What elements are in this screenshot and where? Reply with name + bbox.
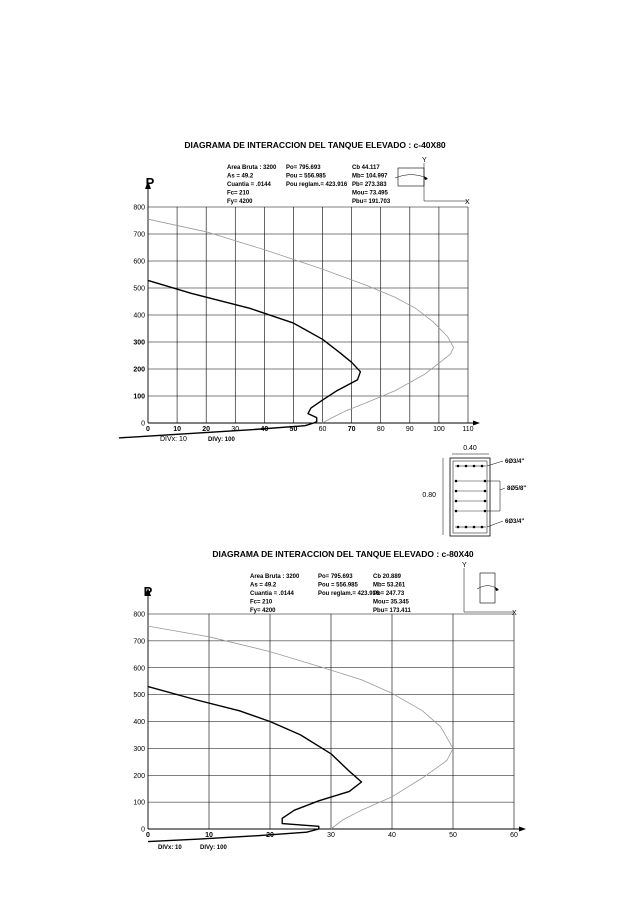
x-tick-label: 0 xyxy=(146,426,150,433)
y-tick-label: 100 xyxy=(133,799,145,807)
x-tick-label: 90 xyxy=(405,426,414,433)
x-tick-label: 110 xyxy=(462,426,474,433)
x-tick-label: 100 xyxy=(433,426,445,433)
interaction-chart-c40x80 xyxy=(119,140,480,443)
x-tick-label: 0 xyxy=(146,832,150,839)
y-tick-label: 800 xyxy=(133,611,145,619)
section-outline xyxy=(450,458,490,536)
property-value: Mb= 104.997 xyxy=(352,173,388,180)
property-value: Pou = 556.985 xyxy=(286,173,326,180)
side-bar-leader xyxy=(500,488,505,490)
property-value: Cuantia = .0144 xyxy=(227,182,271,188)
x-tick-label: 70 xyxy=(347,426,356,433)
top-bars-label: 6Ø3/4" xyxy=(505,459,525,465)
x-tick-label: 10 xyxy=(205,832,213,839)
design-interaction-curve xyxy=(119,280,361,438)
property-value: Pb= 273.383 xyxy=(352,182,387,188)
interaction-chart-c80x40 xyxy=(133,549,526,851)
x-tick-label: 10 xyxy=(173,426,181,433)
top-bar-leader xyxy=(487,461,503,466)
property-value: Pbu= 173.411 xyxy=(373,608,411,614)
icon-section-box xyxy=(480,573,495,603)
rebar-dot xyxy=(457,465,460,468)
column-cross-section xyxy=(422,445,526,536)
icon-x-label: X xyxy=(465,199,470,206)
y-tick-label: 0 xyxy=(141,420,145,428)
y-tick-label: 200 xyxy=(133,772,145,780)
y-axis-label: P xyxy=(143,584,153,599)
property-value: Area Bruta : 3200 xyxy=(250,574,300,580)
property-value: Cb 44.117 xyxy=(352,165,380,171)
y-tick-label: 300 xyxy=(133,339,145,347)
y-tick-label: 600 xyxy=(133,665,145,673)
y-tick-label: 200 xyxy=(133,366,145,374)
side-bars-label: 8Ø5/8" xyxy=(507,486,527,492)
rebars xyxy=(455,465,487,529)
icon-y-label: Y xyxy=(462,562,467,569)
chart-title: DIAGRAMA DE INTERACCION DEL TANQUE ELEVADO : c-80X40 xyxy=(212,549,474,559)
rebar-dot xyxy=(465,526,468,529)
property-value: Po= 795.693 xyxy=(286,165,321,171)
div-label: DIVy: 100 xyxy=(208,437,235,443)
y-tick-label: 700 xyxy=(133,638,145,646)
side-bar-bracket xyxy=(487,481,500,511)
div-label: DIVx: 10 xyxy=(158,845,182,851)
icon-y-label: Y xyxy=(422,157,427,164)
stirrup xyxy=(453,461,487,533)
property-value: Pou = 556.985 xyxy=(318,582,358,589)
rebar-dot xyxy=(473,465,476,468)
property-value: Area Bruta : 3200 xyxy=(227,165,277,171)
y-tick-label: 100 xyxy=(133,393,145,401)
y-tick-label: 700 xyxy=(133,231,145,239)
property-value: As = 49.2 xyxy=(250,582,277,589)
rebar-dot xyxy=(473,526,476,529)
x-tick-label: 30 xyxy=(231,426,240,433)
icon-moment-arrow xyxy=(395,175,427,179)
y-tick-label: 500 xyxy=(133,692,145,700)
property-value: Fc= 210 xyxy=(227,190,250,197)
rebar-dot xyxy=(484,480,487,483)
rebar-dot xyxy=(465,465,468,468)
div-label: DIVy: 100 xyxy=(200,845,227,851)
section-properties xyxy=(227,165,391,205)
rebar-dot xyxy=(484,500,487,503)
property-value: As = 49.2 xyxy=(227,173,254,180)
x-tick-label: 60 xyxy=(318,426,327,433)
x-tick-label: 80 xyxy=(376,426,385,433)
property-value: Mou= 73.495 xyxy=(352,190,388,197)
property-value: Pb= 247.73 xyxy=(373,591,405,597)
section-height-label: 0.80 xyxy=(422,492,436,499)
property-value: Cuantia = .0144 xyxy=(250,591,294,597)
rebar-dot xyxy=(481,465,484,468)
x-tick-label: 40 xyxy=(260,426,269,433)
plot-area xyxy=(119,175,480,443)
section-axis-icon xyxy=(462,562,517,617)
x-tick-label: 40 xyxy=(388,832,396,839)
design-interaction-curve xyxy=(148,687,362,842)
rebar-dot xyxy=(484,510,487,513)
property-value: Pou reglam.= 423.916 xyxy=(286,182,348,188)
property-value: Cb 20.889 xyxy=(373,574,402,580)
x-tick-label: 60 xyxy=(510,832,518,839)
x-tick-label: 30 xyxy=(327,832,335,839)
icon-moment-arrowhead xyxy=(424,176,428,180)
property-value: Mou= 35.345 xyxy=(373,599,409,606)
x-tick-label: 20 xyxy=(266,832,274,839)
bottom-bars-label: 6Ø3/4" xyxy=(505,519,525,525)
y-tick-label: 0 xyxy=(141,826,145,834)
chart-title: DIAGRAMA DE INTERACCION DEL TANQUE ELEVADO : c-40X80 xyxy=(184,140,446,150)
y-tick-label: 500 xyxy=(133,285,145,293)
property-value: Mb= 53.261 xyxy=(373,582,406,589)
div-label: DIVx: 10 xyxy=(160,436,187,443)
icon-moment-arrowhead xyxy=(495,587,499,591)
rebar-dot xyxy=(481,526,484,529)
icon-x-label: X xyxy=(512,610,517,617)
rebar-dot xyxy=(484,490,487,493)
y-tick-label: 800 xyxy=(133,204,145,212)
section-axis-icon xyxy=(395,157,470,206)
property-value: Fy= 4200 xyxy=(227,199,253,205)
x-tick-label: 20 xyxy=(202,426,211,433)
property-value: Fy= 4200 xyxy=(250,608,276,614)
x-axis-arrow xyxy=(519,827,526,832)
section-width-label: 0.40 xyxy=(463,445,477,452)
nominal-interaction-curve xyxy=(148,219,454,423)
bottom-bar-leader xyxy=(487,521,503,527)
icon-section-box xyxy=(398,168,424,186)
y-tick-label: 400 xyxy=(133,312,145,320)
x-tick-label: 50 xyxy=(449,832,457,839)
x-axis-arrow xyxy=(473,421,480,426)
x-tick-label: 50 xyxy=(289,426,298,433)
y-tick-label: 400 xyxy=(133,719,145,726)
property-value: Pbu= 191.703 xyxy=(352,199,391,205)
rebar-dot xyxy=(457,526,460,529)
y-axis-label: P xyxy=(145,175,155,190)
nominal-interaction-curve xyxy=(148,626,453,829)
property-value: Pou reglam.= 423.916 xyxy=(318,591,380,597)
plot-area xyxy=(133,584,526,851)
y-tick-label: 600 xyxy=(133,258,145,266)
property-value: Po= 795.693 xyxy=(318,574,353,580)
section-properties xyxy=(250,574,412,614)
property-value: Fc= 210 xyxy=(250,599,273,606)
y-tick-label: 300 xyxy=(133,745,145,753)
